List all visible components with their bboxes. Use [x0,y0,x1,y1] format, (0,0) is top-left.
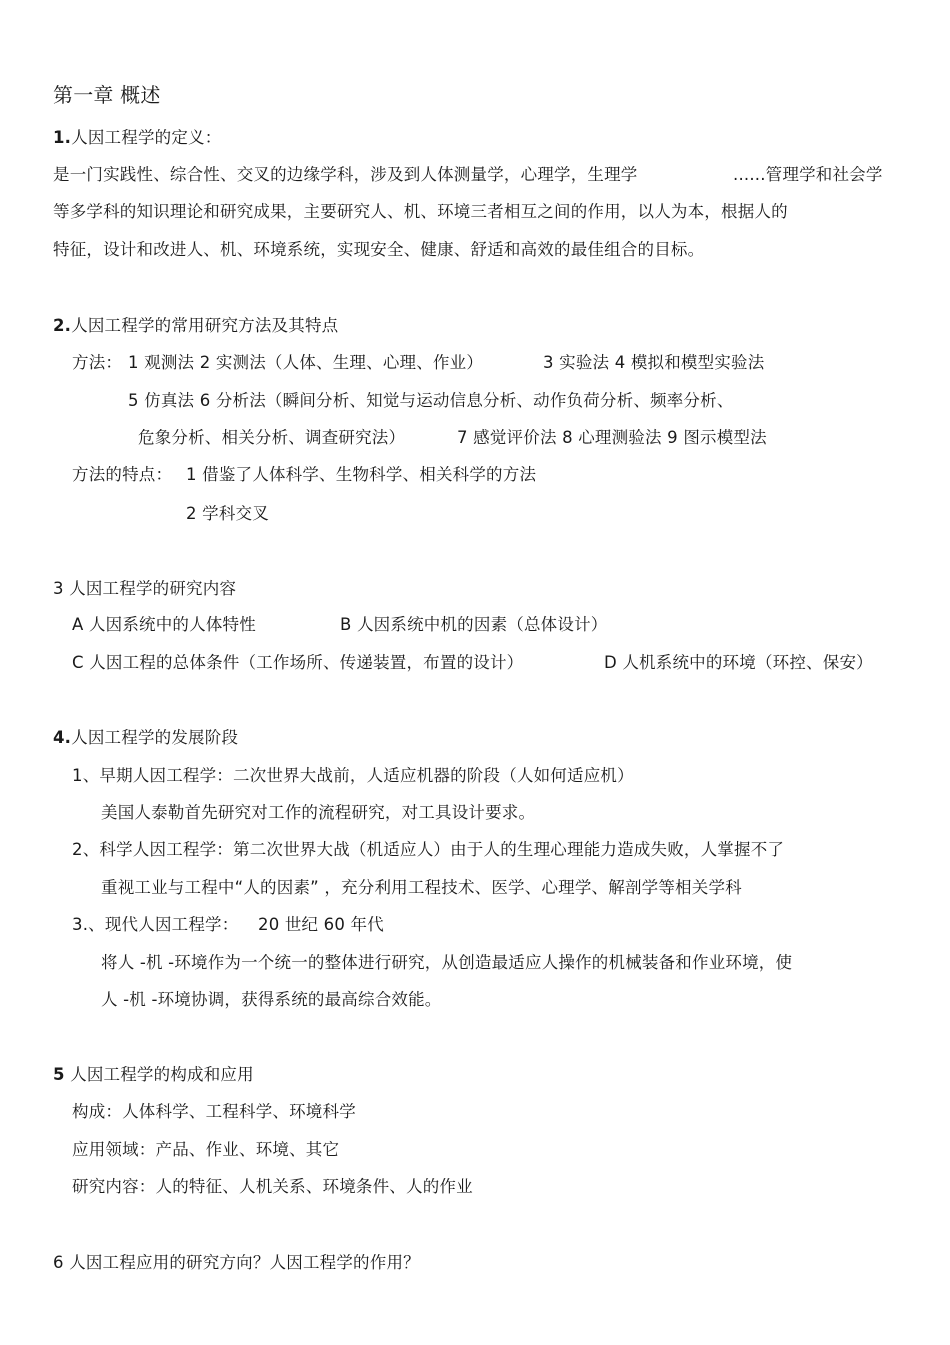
research-content-b: B 人因系统中机的因素（总体设计） [340,615,608,634]
composition-line: 构成：人体科学、工程科学、环境科学 [72,1102,356,1121]
section-1-heading-text: 人因工程学的定义： [71,128,222,147]
stage-3-period: 20 世纪 60 年代 [258,915,384,934]
features-label: 方法的特点： [72,465,173,484]
methods-line-1b: 3 实验法 4 模拟和模型实验法 [543,353,765,372]
section-3-heading: 3 人因工程学的研究内容 [53,579,237,598]
research-content-a: A 人因系统中的人体特性 [72,615,256,634]
section-1-paragraph-line-1b: ......管理学和社会学 [733,165,883,184]
stage-3-detail-line-1: 将人 -机 -环境作为一个统一的整体进行研究，从创造最适应人操作的机械装备和作业环境，使 [101,953,793,972]
methods-label: 方法： [72,353,123,372]
research-content-d: D 人机系统中的环境（环控、保安） [604,653,873,672]
stage-1: 1、早期人因工程学：二次世界大战前，人适应机器的阶段（人如何适应机） [72,766,634,785]
section-1-number: 1. [53,128,72,147]
section-1-paragraph-line-2: 等多学科的知识理论和研究成果，主要研究人、机、环境三者相互之间的作用，以人为本，根据人的 [53,202,788,221]
methods-line-3a: 危象分析、相关分析、调查研究法） [138,428,406,447]
stage-3: 3.、现代人因工程学： [72,915,239,934]
section-4-heading [53,728,238,748]
section-5-heading [53,1065,254,1085]
stage-2: 2、科学人因工程学：第二次世界大战（机适应人）由于人的生理心理能力造成失败，人掌握不了 [72,840,785,859]
section-2-number: 2. [53,316,72,335]
research-content-line: 研究内容：人的特征、人机关系、环境条件、人的作业 [72,1177,473,1196]
chapter-title: 第一章 概述 [53,83,161,107]
section-4-heading-text: 人因工程学的发展阶段 [71,728,239,747]
methods-line-2: 5 仿真法 6 分析法（瞬间分析、知觉与运动信息分析、动作负荷分析、频率分析、 [128,391,734,410]
section-5-heading-text: 人因工程学的构成和应用 [64,1065,254,1084]
section-1-paragraph-line-1a: 是一门实践性、综合性、交叉的边缘学科，涉及到人体测量学，心理学，生理学 [53,165,638,184]
stage-1-detail: 美国人泰勒首先研究对工作的流程研究，对工具设计要求。 [101,803,536,822]
methods-line-1a: 1 观测法 2 实测法（人体、生理、心理、作业） [128,353,484,372]
section-4-number: 4. [53,728,72,747]
section-5-number: 5 [53,1065,65,1084]
section-6-heading: 6 人因工程应用的研究方向？人因工程学的作用？ [53,1253,420,1272]
application-line: 应用领域：产品、作业、环境、其它 [72,1140,340,1159]
research-content-c: C 人因工程的总体条件（工作场所、传递装置，布置的设计） [72,653,524,672]
stage-3-detail-line-2: 人 -机 -环境协调，获得系统的最高综合效能。 [101,990,442,1009]
section-1-heading [53,128,221,148]
features-item-2: 2 学科交叉 [186,504,269,523]
section-2-heading-text: 人因工程学的常用研究方法及其特点 [71,316,339,335]
section-2-heading [53,316,338,336]
features-item-1: 1 借鉴了人体科学、生物科学、相关科学的方法 [186,465,537,484]
section-1-paragraph-line-3: 特征，设计和改进人、机、环境系统，实现安全、健康、舒适和高效的最佳组合的目标。 [53,240,705,259]
stage-2-detail: 重视工业与工程中“人的因素” ，充分利用工程技术、医学、心理学、解剖学等相关学科 [101,878,742,897]
methods-line-3b: 7 感觉评价法 8 心理测验法 9 图示模型法 [457,428,767,447]
